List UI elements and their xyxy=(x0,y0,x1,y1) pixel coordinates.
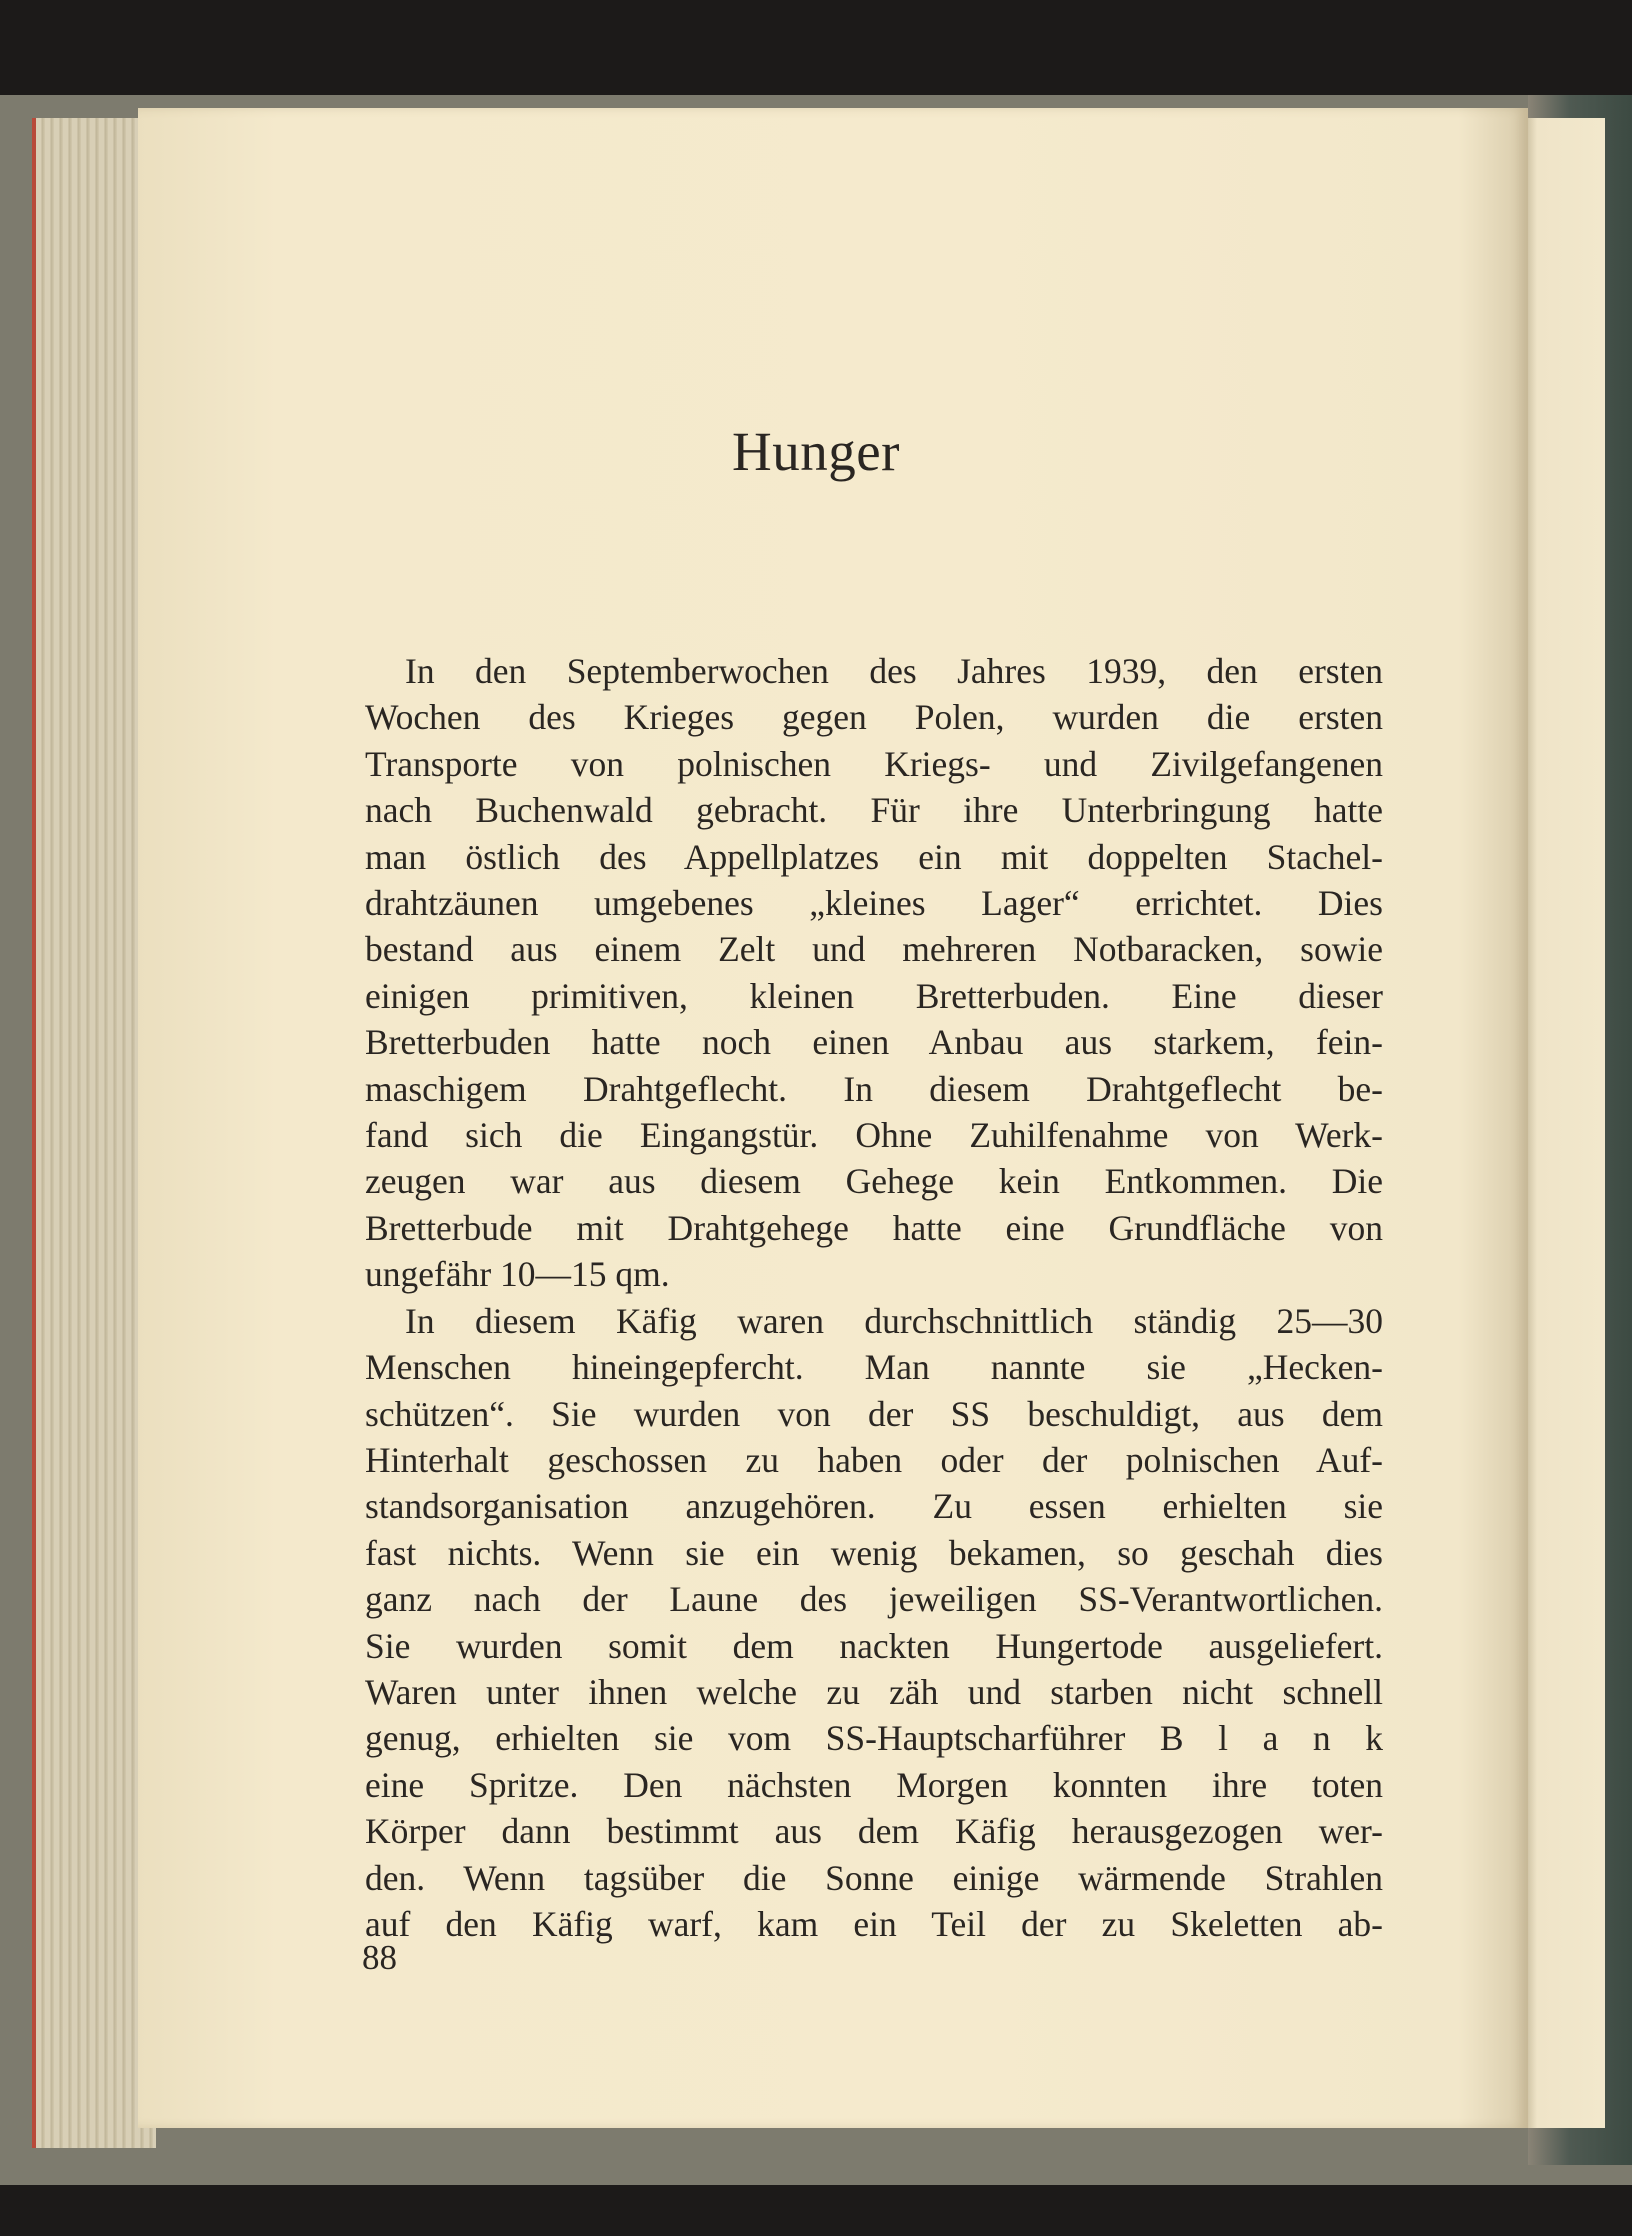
text-line: Sie wurden somit dem nackten Hungertode ausgeliefert. xyxy=(365,1625,1383,1666)
text-line: fast nichts. Wenn sie ein wenig bekamen, so geschah dies xyxy=(365,1532,1383,1573)
text-line: fand sich die Eingangstür. Ohne Zuhilfenahme von Werk- xyxy=(365,1115,1383,1156)
text-line: Körper dann bestimmt aus dem Käfig herausgezogen wer- xyxy=(365,1811,1383,1852)
text-line: drahtzäunen umgebenes „kleines Lager“ errichtet. Dies xyxy=(365,883,1383,924)
page-number: 88 xyxy=(362,1938,397,1977)
text-line: maschigem Drahtgeflecht. In diesem Drahtgeflecht be- xyxy=(365,1068,1383,1109)
text-line: Menschen hineingepfercht. Man nannte sie „Hecken- xyxy=(365,1347,1383,1388)
text-line: ungefähr 10—15 qm. xyxy=(365,1254,670,1295)
text-line: Bretterbude mit Drahtgehege hatte eine Grundfläche von xyxy=(365,1207,1383,1248)
text-line: Transporte von polnischen Kriegs- und Zivilgefangenen xyxy=(365,743,1383,784)
text-line: eine Spritze. Den nächsten Morgen konnten ihre toten xyxy=(365,1764,1383,1805)
text-line: standsorganisation anzugehören. Zu essen erhielten sie xyxy=(365,1486,1383,1527)
body-text xyxy=(365,648,1383,1947)
text-line: zeugen war aus diesem Gehege kein Entkommen. Die xyxy=(365,1161,1383,1202)
text-line: einigen primitiven, kleinen Bretterbuden. Eine dieser xyxy=(365,975,1383,1016)
text-line: Wochen des Krieges gegen Polen, wurden die ersten xyxy=(365,697,1383,738)
text-line: man östlich des Appellplatzes ein mit doppelten Stachel- xyxy=(365,836,1383,877)
text-line: den. Wenn tagsüber die Sonne einige wärmende Strahlen xyxy=(365,1857,1383,1898)
text-line: Hinterhalt geschossen zu haben oder der polnischen Auf- xyxy=(365,1439,1383,1480)
text-line: In den Septemberwochen des Jahres 1939, den ersten xyxy=(405,651,1383,691)
text-line: schützen“. Sie wurden von der SS beschuldigt, aus dem xyxy=(365,1393,1383,1434)
text-line: nach Buchenwald gebracht. Für ihre Unterbringung hatte xyxy=(365,790,1383,831)
text-line: ganz nach der Laune des jeweiligen SS-Verantwortlichen. xyxy=(365,1579,1383,1620)
text-line: Bretterbuden hatte noch einen Anbau aus starkem, fein- xyxy=(365,1022,1383,1063)
chapter-title: Hunger xyxy=(732,421,900,482)
text-line: Waren unter ihnen welche zu zäh und starben nicht schnell xyxy=(365,1671,1383,1712)
text-line: genug, erhielten sie vom SS-Hauptscharführer B l a n k xyxy=(365,1718,1383,1759)
text-line: bestand aus einem Zelt und mehreren Notbaracken, sowie xyxy=(365,929,1383,970)
text-line: In diesem Käfig waren durchschnittlich ständig 25—30 xyxy=(405,1300,1383,1341)
text-line: auf den Käfig warf, kam ein Teil der zu Skeletten ab- xyxy=(365,1903,1383,1944)
